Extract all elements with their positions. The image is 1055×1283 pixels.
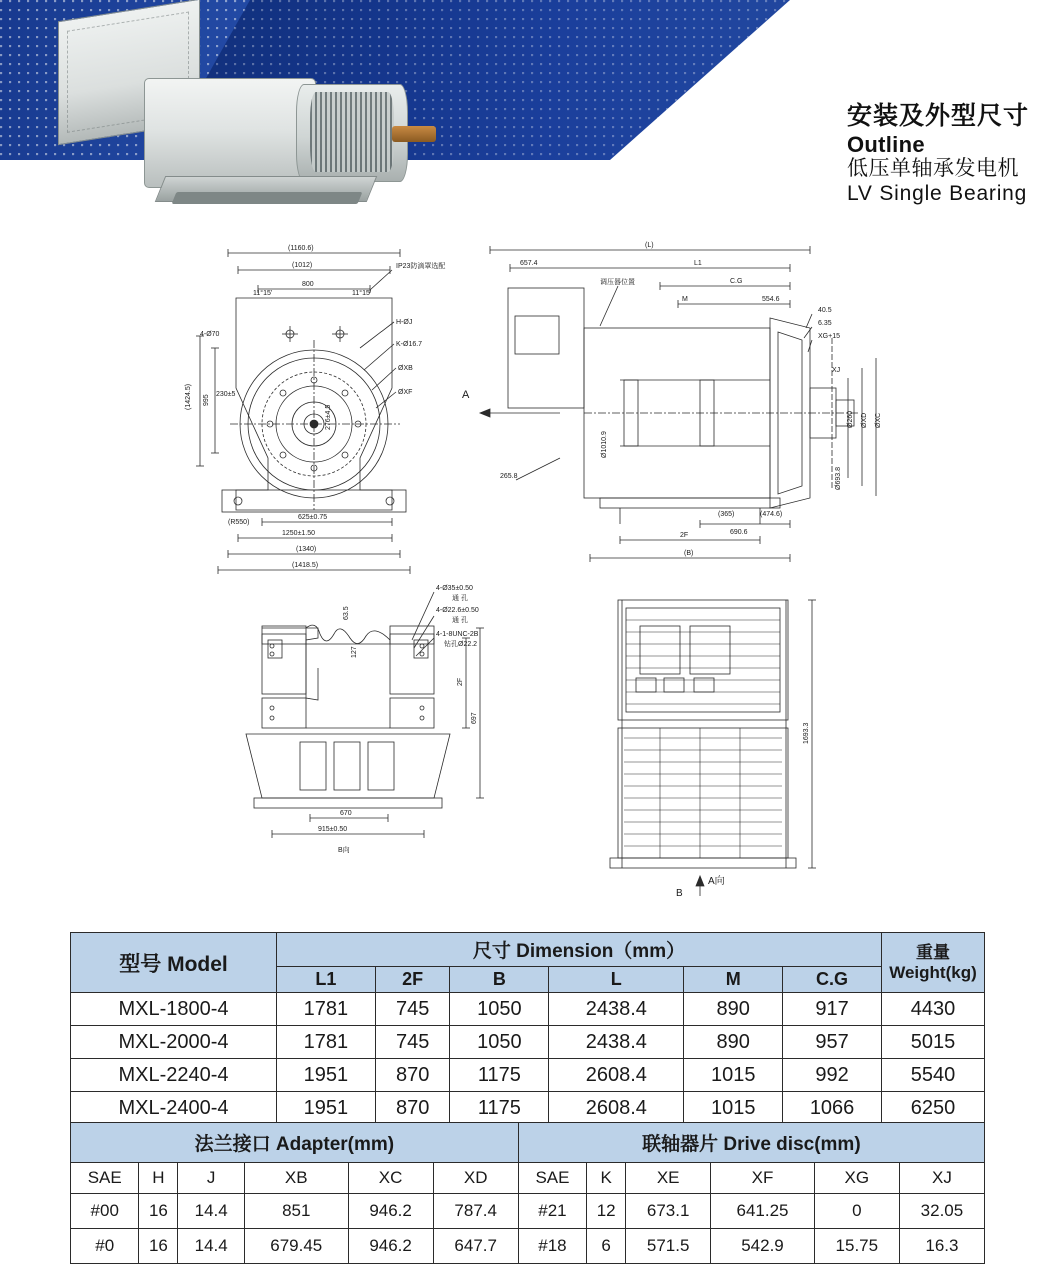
cell-m: 890 [684,1026,783,1059]
table-row [71,1194,985,1229]
cell-sae-disc: #18 [518,1229,586,1264]
header-weight [882,933,985,993]
cell-k: 12 [587,1194,626,1229]
cell-model: MXL-2400-4 [71,1092,277,1125]
svg-text:11°15': 11°15' [352,290,372,297]
svg-text:A向: A向 [708,876,725,887]
cell-l1: 1951 [277,1059,376,1092]
header-m: M [684,967,783,993]
cell-weight: 5540 [882,1059,985,1092]
header-xg: XG [814,1163,899,1194]
cell-cg: 992 [783,1059,882,1092]
cell-l: 2438.4 [549,1026,684,1059]
svg-text:4-Ø35±0.50: 4-Ø35±0.50 [436,585,473,592]
cell-m: 1015 [684,1059,783,1092]
cell-l1: 1781 [277,1026,376,1059]
header-xe: XE [626,1163,711,1194]
cell-2f: 745 [375,1026,450,1059]
header-h: H [139,1163,178,1194]
header-drivedisc-group: 联轴器片 Drive disc(mm) [518,1123,984,1163]
svg-text:63.5: 63.5 [343,606,350,620]
title-chinese: 安装及外型尺寸 [846,102,1029,130]
svg-text:XG+15: XG+15 [818,333,840,340]
cell-xd: 787.4 [433,1194,518,1229]
cell-xj: 16.3 [899,1229,984,1264]
svg-text:ØXC: ØXC [875,412,882,428]
table-row [71,1059,985,1092]
svg-text:B: B [676,888,683,899]
cell-cg: 917 [783,993,882,1026]
cell-xe: 571.5 [626,1229,711,1264]
svg-text:625±0.75: 625±0.75 [298,514,328,521]
svg-text:(1340): (1340) [296,546,317,553]
svg-text:2F: 2F [680,532,689,539]
header-xf: XF [711,1163,815,1194]
svg-text:690.6: 690.6 [730,529,748,536]
svg-text:(1418.5): (1418.5) [292,562,319,569]
svg-text:L1: L1 [694,260,702,267]
cell-k: 6 [587,1229,626,1264]
cell-model: MXL-2000-4 [71,1026,277,1059]
cell-m: 1015 [684,1092,783,1125]
cell-b: 1175 [450,1092,549,1125]
header-l: L [549,967,684,993]
generator-air-grill [310,92,394,172]
svg-text:4-Ø22.6±0.50: 4-Ø22.6±0.50 [436,607,479,614]
svg-text:(1160.6): (1160.6) [288,245,314,252]
cell-j: 14.4 [178,1229,245,1264]
subtitle-english: LV Single Bearing [846,182,1028,206]
svg-text:40.5: 40.5 [818,307,832,314]
table-row [71,1026,985,1059]
svg-text:915±0.50: 915±0.50 [318,826,348,833]
cell-b: 1175 [450,1059,549,1092]
svg-text:(365): (365) [718,511,735,518]
svg-text:M: M [682,296,688,303]
rear-view-drawing [610,600,816,899]
header-xj: XJ [899,1163,984,1194]
svg-text:4-Ø70: 4-Ø70 [200,331,220,338]
svg-text:Ø260: Ø260 [847,410,854,428]
cell-weight: 5015 [882,1026,985,1059]
header-b: B [450,967,549,993]
cell-weight: 4430 [882,993,985,1026]
header-j: J [178,1163,245,1194]
svg-text:276±4.5: 276±4.5 [325,404,332,430]
header-weight-en: Weight(kg) [889,962,977,982]
svg-text:230±5: 230±5 [216,391,236,398]
title-block [847,102,1029,207]
svg-text:697: 697 [471,712,478,724]
svg-text:K-Ø16.7: K-Ø16.7 [396,341,423,348]
cell-model: MXL-1800-4 [71,993,277,1026]
svg-text:(R550): (R550) [228,519,250,526]
side-view-drawing [462,242,882,562]
svg-text:657.4: 657.4 [520,260,538,267]
cell-m: 890 [684,993,783,1026]
svg-text:Ø693.8: Ø693.8 [835,467,842,490]
cell-sae-adapter: #00 [71,1194,139,1229]
header-adapter-group: 法兰接口 Adapter(mm) [71,1123,519,1163]
header-l1: L1 [277,967,376,993]
svg-text:670: 670 [340,810,352,817]
header-sae-disc: SAE [518,1163,586,1194]
svg-text:265.8: 265.8 [500,473,518,480]
generator-shaft [392,126,436,142]
cell-l1: 1951 [277,1092,376,1125]
header-cg: C.G [783,967,882,993]
cell-xe: 673.1 [626,1194,711,1229]
cell-weight: 6250 [882,1092,985,1125]
svg-text:ØXD: ØXD [861,412,868,428]
header-weight-cn: 重量 [916,942,950,962]
cell-h: 16 [139,1194,178,1229]
header-model: 型号 Model [71,933,277,993]
cell-h: 16 [139,1229,178,1264]
cell-xg: 0 [814,1194,899,1229]
svg-text:IP23防滴罩选配: IP23防滴罩选配 [396,263,446,270]
svg-text:1250±1.50: 1250±1.50 [282,530,316,537]
svg-text:2F: 2F [457,677,464,686]
cell-xd: 647.7 [433,1229,518,1264]
header-dimension: 尺寸 Dimension（mm） [277,933,882,967]
cell-xc: 946.2 [348,1229,433,1264]
header-2f: 2F [375,967,450,993]
page-header [0,0,1055,206]
svg-text:4-1-8UNC-2B: 4-1-8UNC-2B [436,631,479,638]
svg-text:通 孔: 通 孔 [452,617,468,624]
technical-drawings [0,228,1055,908]
generator-body [144,78,316,188]
cell-l: 2438.4 [549,993,684,1026]
svg-text:ØXF: ØXF [398,389,413,396]
cell-xc: 946.2 [348,1194,433,1229]
svg-text:通 孔: 通 孔 [452,595,468,602]
cell-2f: 870 [375,1059,450,1092]
title-english: Outline [846,131,925,157]
svg-text:6.35: 6.35 [818,320,832,327]
cell-2f: 745 [375,993,450,1026]
cell-j: 14.4 [178,1194,245,1229]
cell-b: 1050 [450,1026,549,1059]
svg-text:B向: B向 [338,847,350,854]
svg-text:(1424.5): (1424.5) [185,383,192,410]
cell-l1: 1781 [277,993,376,1026]
cell-xb: 679.45 [244,1229,348,1264]
table-row [71,1229,985,1264]
dimension-table [70,932,985,1125]
cell-l: 2608.4 [549,1092,684,1125]
subtitle-chinese: 低压单轴承发电机 [846,157,1019,181]
svg-text:A: A [462,389,470,401]
cell-xf: 542.9 [711,1229,815,1264]
cell-xf: 641.25 [711,1194,815,1229]
svg-text:H-ØJ: H-ØJ [396,319,413,326]
cell-sae-adapter: #0 [71,1229,139,1264]
generator-photo [48,6,428,218]
svg-text:C.G: C.G [730,278,743,285]
cell-xj: 32.05 [899,1194,984,1229]
cell-cg: 1066 [783,1092,882,1125]
cell-model: MXL-2240-4 [71,1059,277,1092]
header-xd: XD [433,1163,518,1194]
cell-sae-disc: #21 [518,1194,586,1229]
header-xb: XB [244,1163,348,1194]
svg-text:Ø1010.9: Ø1010.9 [601,431,608,458]
svg-text:XJ: XJ [832,367,841,374]
cell-xg: 15.75 [814,1229,899,1264]
svg-text:127: 127 [351,646,358,658]
svg-text:(1012): (1012) [292,262,313,269]
adapter-table-container [70,1122,985,1264]
cell-l: 2608.4 [549,1059,684,1092]
svg-text:调压器位置: 调压器位置 [600,279,635,286]
dimension-table-container [70,932,985,1125]
adapter-table [70,1122,985,1264]
svg-text:(B): (B) [684,550,694,557]
svg-text:995: 995 [203,394,210,406]
front-view-drawing [185,245,445,574]
cell-cg: 957 [783,1026,882,1059]
header-xc: XC [348,1163,433,1194]
svg-text:800: 800 [302,281,314,288]
cell-xb: 851 [244,1194,348,1229]
cell-b: 1050 [450,993,549,1026]
svg-text:11°15': 11°15' [253,290,273,297]
table-row [71,1092,985,1125]
table-row [71,993,985,1026]
header-k: K [587,1163,626,1194]
bottom-view-drawing [246,585,484,854]
cell-2f: 870 [375,1092,450,1125]
svg-text:钻孔Ø22.2: 钻孔Ø22.2 [444,641,478,648]
svg-text:ØXB: ØXB [398,365,413,372]
header-sae-adapter: SAE [71,1163,139,1194]
svg-text:(474.6): (474.6) [760,511,783,518]
svg-text:1693.3: 1693.3 [803,722,810,744]
generator-feet [172,192,363,204]
svg-text:(L): (L) [645,242,654,249]
svg-text:554.6: 554.6 [762,296,780,303]
